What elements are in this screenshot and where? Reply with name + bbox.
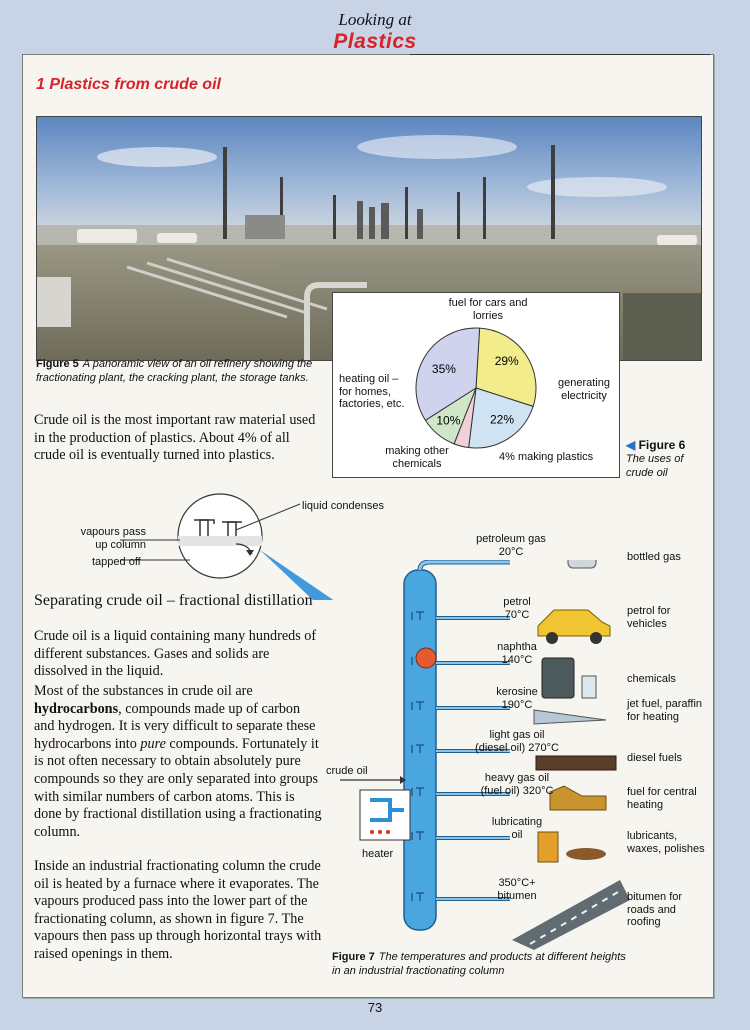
- section-title: 1 Plastics from crude oil: [36, 76, 221, 93]
- separating-p1: Crude oil is a liquid containing many hundreds of different substances. Gases and solids are dissolved in the liquid.: [34, 628, 317, 680]
- fraction-temp-6: oil: [511, 828, 523, 841]
- fraction-name-0: petroleum gas: [476, 533, 546, 545]
- fraction-temp-5: (fuel oil) 320°C: [480, 784, 554, 797]
- figure7-caption-text: The temperatures and products at different heights in an industrial fractionating column: [332, 951, 626, 977]
- pie-value-1: 22%: [490, 412, 515, 427]
- figure5-label: Figure 5: [36, 358, 79, 370]
- separating-p2-italic: pure: [140, 735, 166, 752]
- detail-liquid-label: liquid condenses: [302, 500, 384, 512]
- fraction-name-3: kerosine: [496, 686, 538, 698]
- fraction-temp-1: 70°C: [504, 608, 530, 621]
- pie-label-heating: heating oil – for homes, factories, etc.: [339, 373, 405, 410]
- pie-label-cars: fuel for cars and lorries: [448, 297, 528, 322]
- fraction-name-2: naphtha: [497, 641, 537, 653]
- fraction-7: [462, 877, 572, 902]
- header-rule: [410, 54, 710, 55]
- detail-vapours-label: vapours pass up column: [80, 526, 146, 551]
- fraction-name-5: heavy gas oil: [484, 772, 550, 784]
- fraction-0: [456, 533, 566, 558]
- fraction-temp-7: bitumen: [497, 889, 537, 902]
- fraction-5: [462, 772, 572, 797]
- figure7-caption: [332, 950, 632, 978]
- separating-p2-bold: hydrocarbons: [34, 700, 119, 717]
- fraction-use-3: jet fuel, paraffin for heating: [627, 698, 703, 723]
- fraction-temp-4: (diesel oil) 270°C: [475, 741, 559, 754]
- pie-value-3: 10%: [436, 413, 461, 428]
- figure6-caption-text: The uses of crude oil: [626, 453, 684, 479]
- fraction-3: [462, 686, 572, 711]
- fraction-temp-3: 190°C: [501, 698, 533, 711]
- separating-heading: Separating crude oil – fractional distillation: [34, 592, 313, 609]
- fraction-temp-2: 140°C: [501, 653, 533, 666]
- figure7-label: Figure 7: [332, 951, 375, 963]
- crude-oil-label: crude oil: [326, 765, 368, 777]
- separating-p2-b: , compounds made up of carbon and hydrogen. It is very difficult to separate these hydrocarbons into: [34, 700, 316, 752]
- fraction-use-5: fuel for central heating: [627, 786, 697, 811]
- header-title: Plastics: [333, 30, 417, 53]
- header-series: Looking at: [338, 10, 412, 29]
- fraction-name-7: 350°C+: [498, 877, 536, 889]
- pie-figure: [332, 292, 620, 478]
- separating-p2-a: Most of the substances in crude oil are: [34, 683, 253, 699]
- figure6-label-row: [626, 438, 706, 452]
- pie-label-chemicals: making other chemicals: [385, 445, 449, 470]
- fraction-use-1: petrol for vehicles: [627, 605, 671, 630]
- fraction-6: [462, 816, 572, 841]
- separating-p2-c: compounds. Fortunately it is not often necessary to obtain absolutely pure compounds so they are only separated into groups with similar numbers of carbon atoms. This is done by fractional distillation using a fractionating column.: [34, 735, 322, 840]
- page-number: 73: [367, 1000, 383, 1015]
- pointer-left-icon: ◀: [626, 438, 636, 452]
- pie-label-plastics: 4% making plastics: [499, 451, 594, 463]
- separating-p3: Inside an industrial fractionating column the crude oil is heated by a furnace where it evaporates. The vapours produced pass into the lower part of the fractionating column, as shown in figure 7. The vapours then pass up through horizontal trays with raised openings in them.: [34, 858, 322, 962]
- figure6-caption: [626, 438, 706, 480]
- detail-tapped-label: tapped off: [92, 556, 141, 568]
- fraction-temp-0: 20°C: [498, 545, 524, 558]
- intro-paragraph: Crude oil is the most important raw material used in the production of plastics. About 4% of all crude oil is eventually turned into plastics.: [34, 412, 316, 464]
- fraction-name-6: lubricating: [491, 816, 543, 828]
- figure5-caption: [36, 357, 316, 385]
- fraction-use-2: chemicals: [627, 673, 676, 685]
- fraction-use-6: lubricants, waxes, polishes: [627, 830, 705, 855]
- fraction-use-4: diesel fuels: [627, 752, 683, 764]
- fraction-use-7: bitumen for roads and roofing: [627, 891, 683, 928]
- fraction-name-4: light gas oil: [489, 729, 545, 741]
- fraction-name-1: petrol: [503, 596, 531, 608]
- separating-p2: [34, 683, 324, 841]
- heater-label: heater: [362, 848, 394, 860]
- fraction-use-0: bottled gas: [627, 551, 681, 563]
- fraction-2: [462, 641, 572, 666]
- fraction-1: [462, 596, 572, 621]
- pie-label-electricity: generating electricity: [558, 377, 610, 402]
- fraction-4: [462, 729, 572, 754]
- pie-value-0: 29%: [494, 354, 519, 369]
- pie-value-4: 35%: [431, 362, 456, 377]
- figure6-label: Figure 6: [638, 438, 686, 452]
- figure5-caption-text: A panoramic view of an oil refinery showing the fractionating plant, the cracking plant, the storage tanks.: [36, 358, 313, 384]
